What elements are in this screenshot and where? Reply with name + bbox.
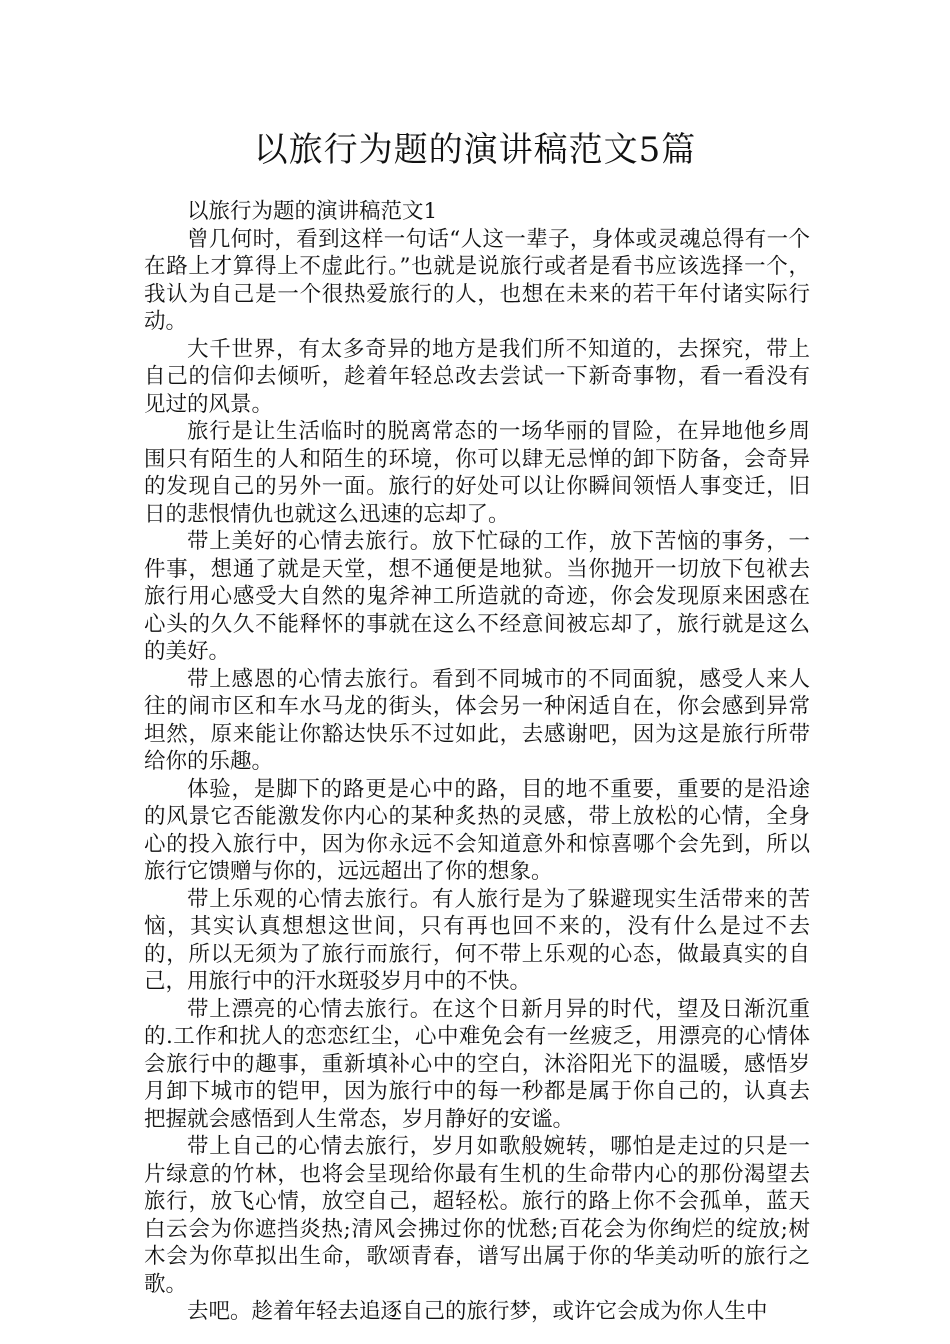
document-title: 以旅行为题的演讲稿范文5篇 xyxy=(253,130,697,170)
paragraph: 去吧。趁着年轻去追逐自己的旅行梦，或许它会成为你人生中 xyxy=(187,1299,768,1324)
paragraph: 带上感恩的心情去旅行。看到不同城市的不同面貌，感受人来人往的闹市区和车水马龙的街头，体会另一种闲适自在，你会感到异常坦然，原来能让你豁达快乐不过如此，去感谢吧，因为这是旅行所带给你的乐趣。 xyxy=(144,666,810,774)
paragraph: 大千世界，有太多奇异的地方是我们所不知道的，去探究，带上自己的信仰去倾听，趁着年轻总改去尝试一下新奇事物，看一看没有见过的风景。 xyxy=(144,336,810,417)
document-body xyxy=(144,198,810,1326)
paragraph: 曾几何时，看到这样一句话“人这一辈子，身体或灵魂总得有一个在路上才算得上不虚此行。”也就是说旅行或者是看书应该选择一个，我认为自己是一个很热爱旅行的人，也想在未来的若干年付诸实际行动。 xyxy=(144,226,810,334)
paragraph: 带上漂亮的心情去旅行。在这个日新月异的时代，望及日渐沉重的.工作和扰人的恋恋红尘，心中难免会有一丝疲乏，用漂亮的心情体会旅行中的趣事，重新填补心中的空白，沐浴阳光下的温暖，感悟岁月卸下城市的铠甲，因为旅行中的每一秒都是属于你自己的，认真去把握就会感悟到人生常态，岁月静好的安谧。 xyxy=(144,996,810,1132)
section-heading: 以旅行为题的演讲稿范文1 xyxy=(187,199,438,224)
paragraph: 体验，是脚下的路更是心中的路，目的地不重要，重要的是沿途的风景它否能激发你内心的某种炙热的灵感，带上放松的心情，全身心的投入旅行中，因为你永远不会知道意外和惊喜哪个会先到，所以旅行它馈赠与你的，远远超出了你的想象。 xyxy=(144,776,810,884)
paragraph: 带上自己的心情去旅行，岁月如歌般婉转，哪怕是走过的只是一片绿意的竹林，也将会呈现给你最有生机的生命带内心的那份渴望去旅行，放飞心情，放空自己，超轻松。旅行的路上你不会孤单，蓝天白云会为你遮挡炎热;清风会拂过你的忧愁;百花会为你绚烂的绽放;树木会为你草拟出生命，歌颂青春，谱写出属于你的华美动听的旅行之歌。 xyxy=(144,1134,810,1297)
paragraph: 旅行是让生活临时的脱离常态的一场华丽的冒险，在异地他乡周围只有陌生的人和陌生的环境，你可以肆无忌惮的卸下防备，会奇异的发现自己的另外一面。旅行的好处可以让你瞬间领悟人事变迁，旧日的悲恨情仇也就这么迅速的忘却了。 xyxy=(144,419,810,527)
paragraph: 带上乐观的心情去旅行。有人旅行是为了躲避现实生活带来的苦恼，其实认真想想这世间，只有再也回不来的，没有什么是过不去的，所以无须为了旅行而旅行，何不带上乐观的心态，做最真实的自己，用旅行中的汗水斑驳岁月中的不快。 xyxy=(144,886,810,994)
paragraph: 带上美好的心情去旅行。放下忙碌的工作，放下苦恼的事务，一件事，想通了就是天堂，想不通便是地狱。当你抛开一切放下包袱去旅行用心感受大自然的鬼斧神工所造就的奇迹，你会发现原来困惑在心头的久久不能释怀的事就在这么不经意间被忘却了，旅行就是这么的美好。 xyxy=(144,529,810,664)
